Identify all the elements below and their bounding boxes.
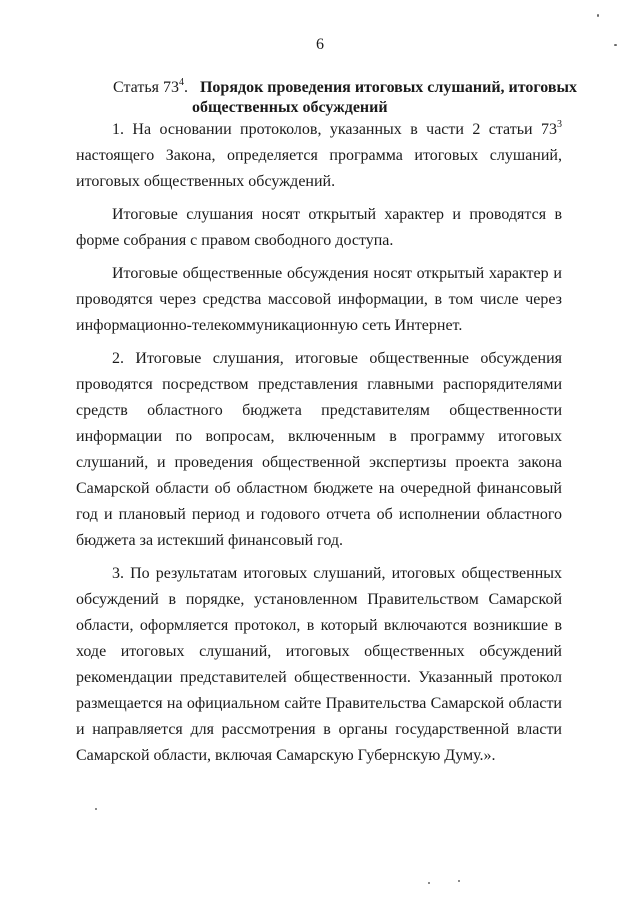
paragraph-5: 3. По результатам итоговых слушаний, итоговых общественных обсуждений в порядке, установленном Правительством Самарской области, оформляется протокол, в который включаются возникшие в ходе итоговых слушаний, итоговых общественных обсуждений рекомендации представителей общественности. Указанный протокол размещается на официальном сайте Правительства Самарской области и направляется для рассмотрения в органы государственной власти Самарской области, включая Самарскую Губернскую Думу.».: [76, 565, 562, 764]
article-body: [76, 117, 562, 769]
scan-speck: [597, 14, 599, 17]
article-heading: [113, 78, 583, 118]
scan-speck: [614, 44, 617, 46]
paragraph-1: 1. На основании протоколов, указанных в части 2 статьи $73^3$ настоящего Закона, определяется программа итоговых слушаний, итоговых общественных обсуждений.: [76, 118, 562, 190]
paragraph-4: 2. Итоговые слушания, итоговые общественные обсуждения проводятся посредством представления главными распорядителями средств областного бюджета представителям общественности информации по вопросам, включенным в программу итоговых слушаний, и проведения общественной экспертизы проекта закона Самарской области об областном бюджете на очередной финансовый год и плановый период и годового отчета об исполнении областного бюджета за истекший финансовый год.: [76, 350, 562, 549]
scan-speck: [458, 880, 460, 882]
article-title-line1: Порядок проведения итоговых слушаний, итоговых: [199, 79, 578, 96]
paragraph-2: Итоговые слушания носят открытый характер и проводятся в форме собрания с правом свободного доступа.: [76, 206, 562, 249]
page-number: 6: [316, 36, 324, 53]
scan-speck: [95, 808, 97, 810]
paragraph-3: Итоговые общественные обсуждения носят открытый характер и проводятся через средства массовой информации, в том числе через информационно-телекоммуникационную сеть Интернет.: [76, 265, 562, 334]
scan-speck: [428, 882, 430, 884]
article-label: Статья $73^4$.: [113, 76, 188, 96]
article-title-line2: общественных обсуждений: [192, 99, 388, 116]
